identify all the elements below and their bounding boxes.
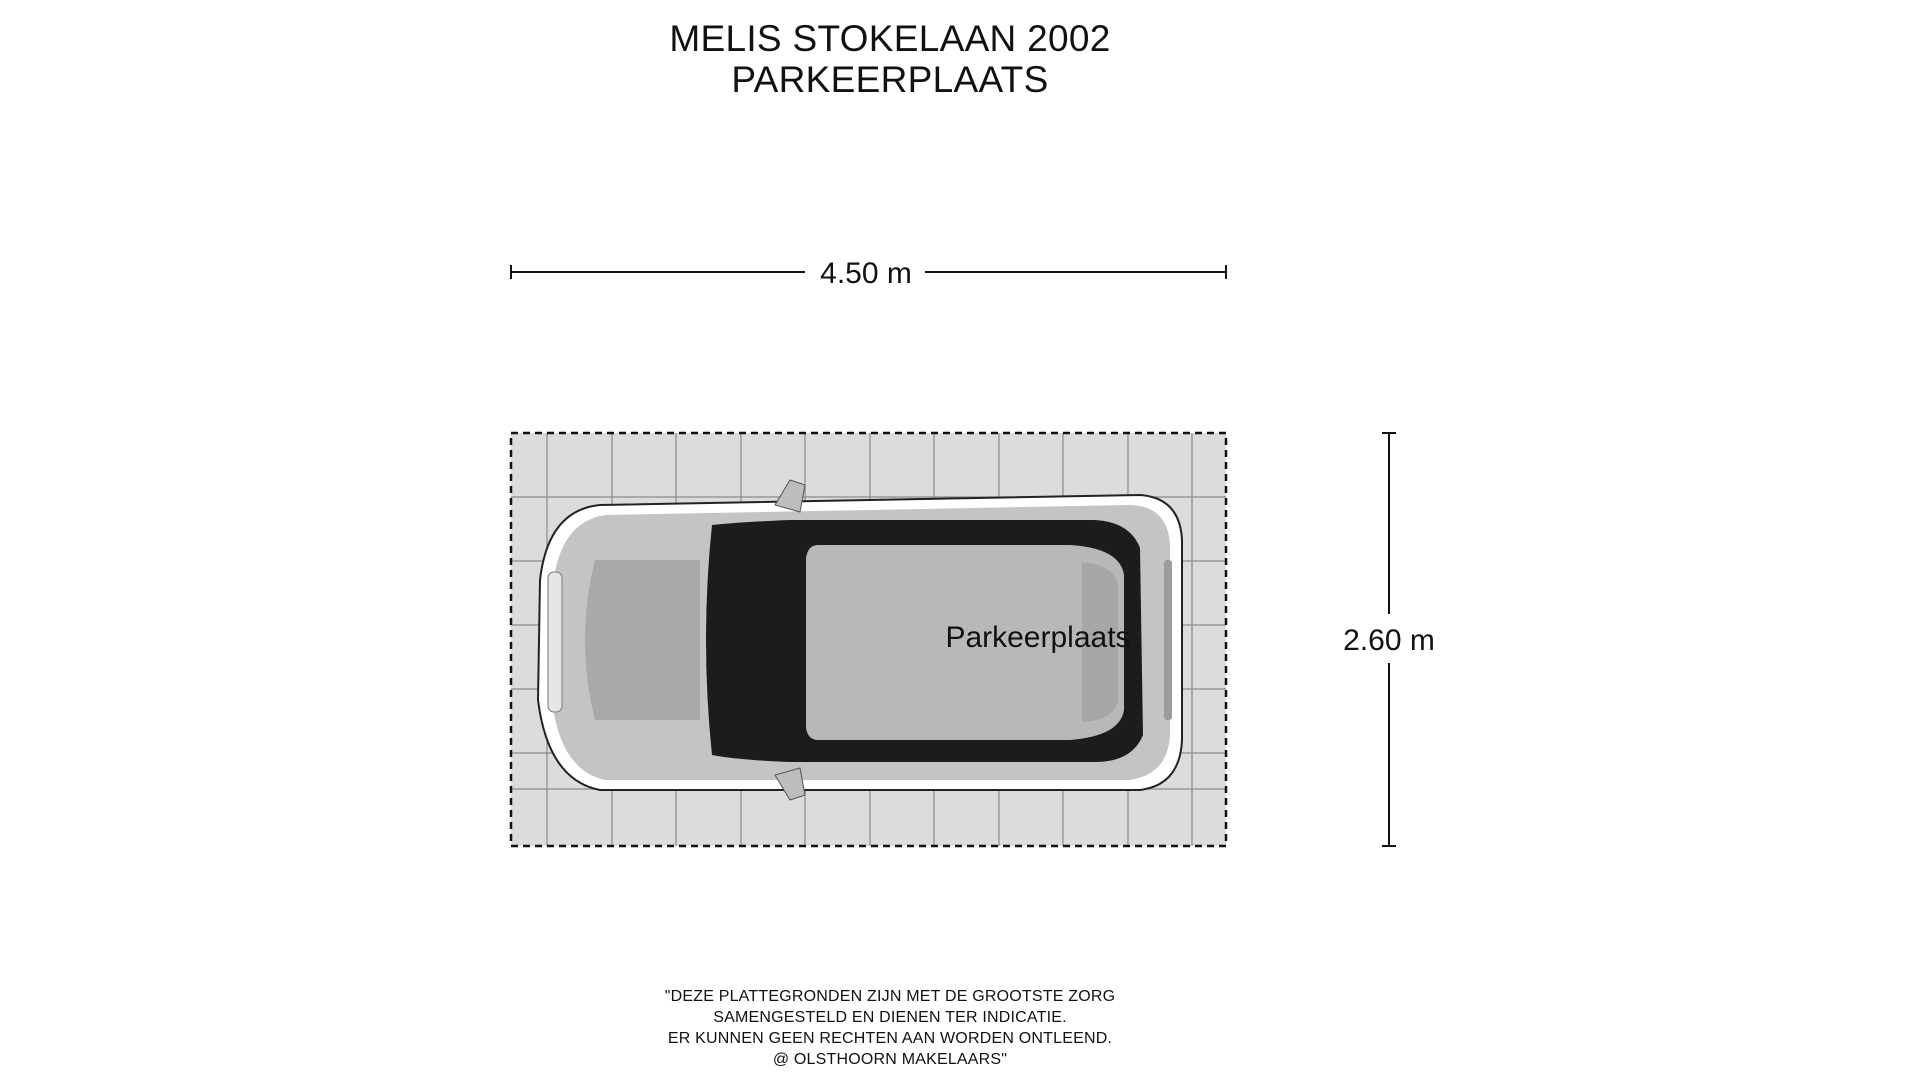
disclaimer-line: @ OLSTHOORN MAKELAARS" [772, 1051, 1008, 1068]
width-dimension-label: 4.50 m [820, 257, 912, 290]
depth-dimension-label: 2.60 m [1343, 624, 1435, 657]
depth-dimension [1343, 433, 1435, 846]
disclaimer-line: SAMENGESTELD EN DIENEN TER INDICATIE. [713, 1009, 1067, 1026]
width-dimension [510, 257, 1226, 290]
title-room-type: PARKEERPLAATS [731, 59, 1049, 100]
parking-space [511, 433, 1226, 846]
title-address: MELIS STOKELAAN 2002 [669, 18, 1111, 59]
disclaimer-line: ER KUNNEN GEEN RECHTEN AAN WORDEN ONTLEEND. [667, 1030, 1113, 1047]
room-label: Parkeerplaats [945, 621, 1131, 654]
disclaimer-line: "DEZE PLATTEGRONDEN ZIJN MET DE GROOTSTE ZORG [664, 988, 1116, 1005]
disclaimer [0, 986, 1780, 1070]
